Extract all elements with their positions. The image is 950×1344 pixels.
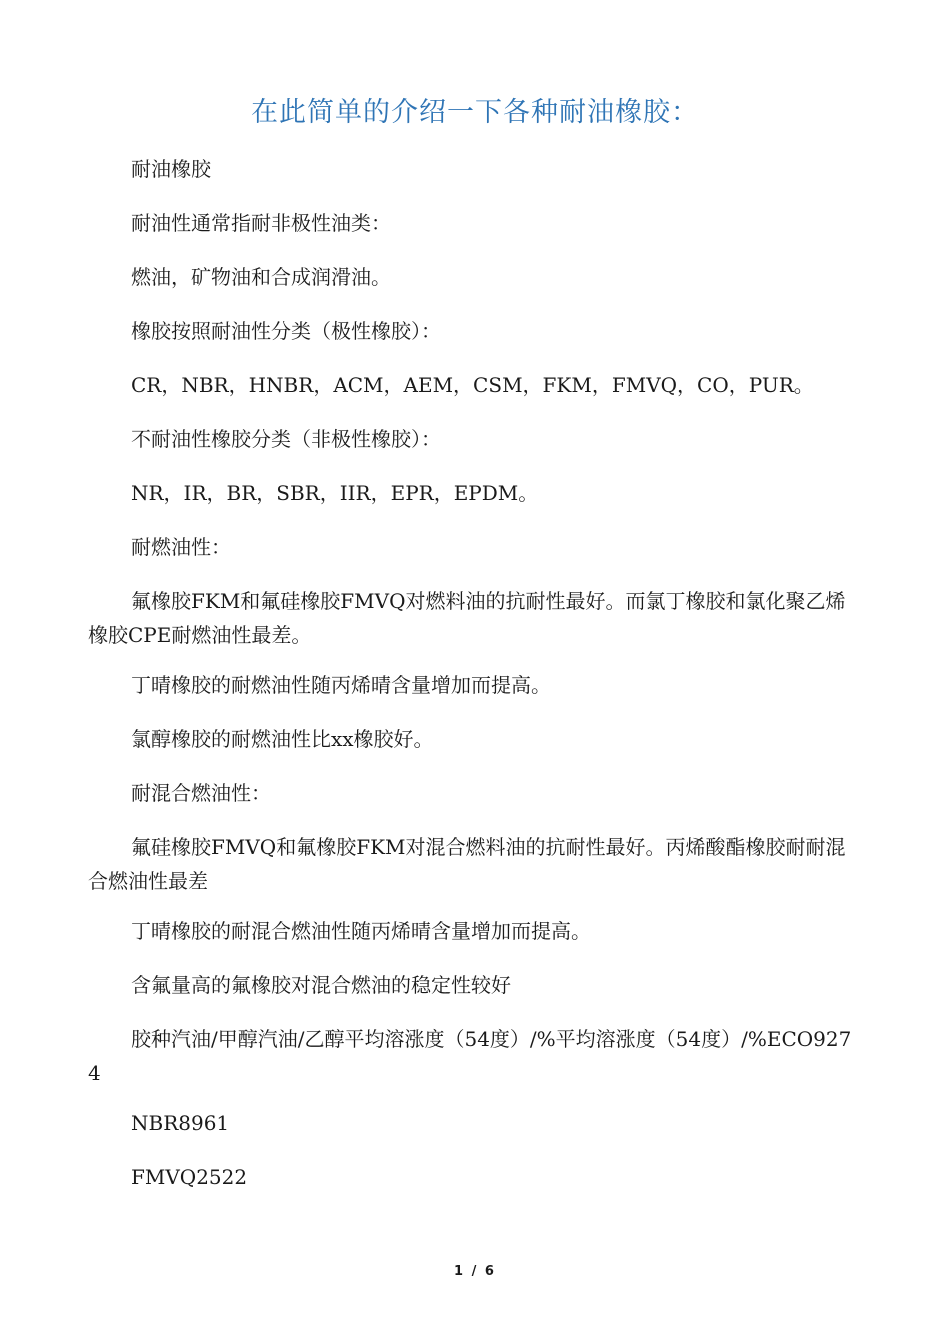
paragraph: 胶种汽油/甲醇汽油/乙醇平均溶涨度（54度）/%平均溶涨度（54度）/%ECO9274 [88,1027,852,1085]
paragraph: 氯醇橡胶的耐燃油性比xx橡胶好。 [131,727,434,751]
paragraph: 丁晴橡胶的耐燃油性随丙烯晴含量增加而提高。 [131,673,551,697]
paragraph: 含氟量高的氟橡胶对混合燃油的稳定性较好 [131,973,511,997]
paragraph: 不耐油性橡胶分类（非极性橡胶）： [131,427,441,451]
page-number: 1 / 6 [454,1264,496,1279]
paragraph: 耐燃油性： [131,535,231,559]
paragraph: 氟硅橡胶FMVQ和氟橡胶FKM对混合燃料油的抗耐性最好。丙烯酸酯橡胶耐耐混合燃油性最差 [88,835,846,893]
paragraph: FMVQ2522 [131,1165,248,1189]
document-title: 在此简单的介绍一下各种耐油橡胶： [251,97,699,128]
paragraph: 橡胶按照耐油性分类（极性橡胶）： [131,319,441,343]
paragraph: 耐油橡胶 [131,157,211,181]
paragraph: 氟橡胶FKM和氟硅橡胶FMVQ对燃料油的抗耐性最好。而氯丁橡胶和氯化聚乙烯橡胶CPE耐燃油性最差。 [88,589,846,647]
paragraph: NBR8961 [131,1111,230,1135]
document-body [88,152,858,1214]
paragraph: CR，NBR，HNBR，ACM，AEM，CSM，FKM，FMVQ，CO，PUR。 [131,373,814,397]
paragraph: NR，IR，BR，SBR，IIR，EPR，EPDM。 [131,481,539,505]
paragraph: 耐混合燃油性： [131,781,271,805]
paragraph: 丁晴橡胶的耐混合燃油性随丙烯晴含量增加而提高。 [131,919,591,943]
paragraph: 燃油，矿物油和合成润滑油。 [131,265,391,289]
paragraph: 耐油性通常指耐非极性油类： [131,211,391,235]
